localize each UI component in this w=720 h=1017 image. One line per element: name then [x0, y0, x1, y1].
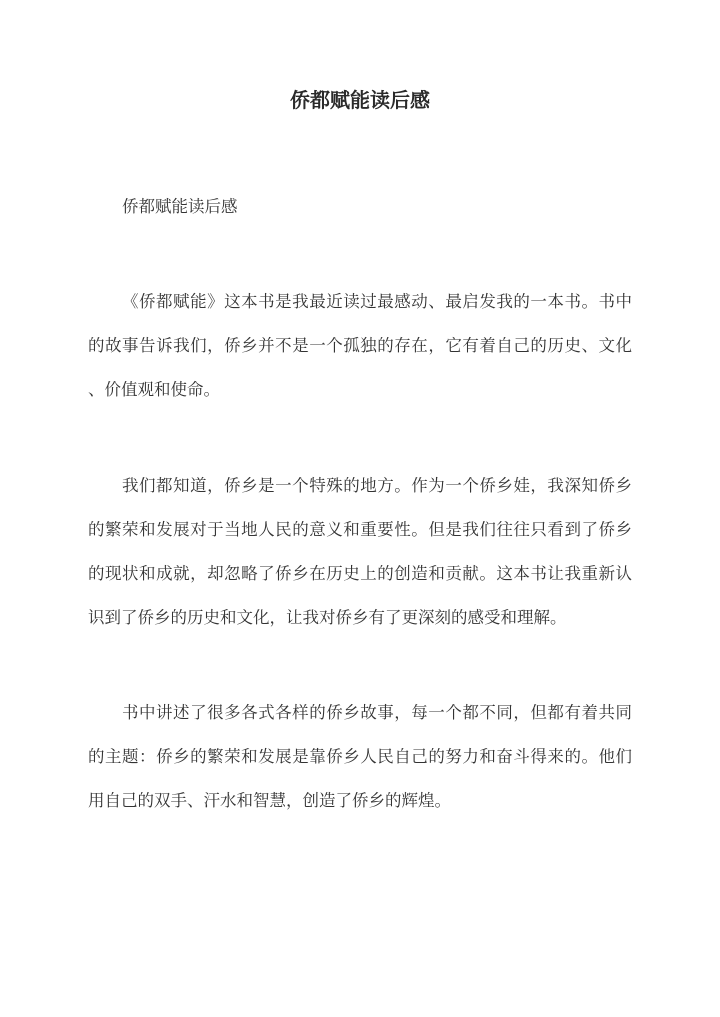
paragraph-line: 的繁荣和发展对于当地人民的意义和重要性。但是我们往往只看到了侨乡 — [88, 520, 632, 539]
paragraph-line: 的故事告诉我们，侨乡并不是一个孤独的存在，它有着自己的历史、文化 — [88, 336, 632, 355]
document-title: 侨都赋能读后感 — [290, 88, 430, 112]
document-subtitle: 侨都赋能读后感 — [122, 197, 238, 216]
paragraph-line: 的主题：侨乡的繁荣和发展是靠侨乡人民自己的努力和奋斗得来的。他们 — [88, 747, 632, 766]
paragraph-line: 《侨都赋能》这本书是我最近读过最感动、最启发我的一本书。书中 — [122, 292, 632, 311]
paragraph — [88, 280, 632, 412]
paragraph — [88, 691, 632, 823]
paragraph-line: 、价值观和使命。 — [88, 380, 220, 399]
paragraph-line: 我们都知道，侨乡是一个特殊的地方。作为一个侨乡娃，我深知侨乡 — [122, 476, 632, 495]
paragraph-line: 书中讲述了很多各式各样的侨乡故事，每一个都不同，但都有着共同 — [122, 703, 632, 722]
paragraph-line: 识到了侨乡的历史和文化，让我对侨乡有了更深刻的感受和理解。 — [88, 608, 567, 627]
paragraph — [88, 464, 632, 640]
paragraph-line: 用自己的双手、汗水和智慧，创造了侨乡的辉煌。 — [88, 791, 451, 810]
paragraph-line: 的现状和成就，却忽略了侨乡在历史上的创造和贡献。这本书让我重新认 — [88, 564, 632, 583]
document-subtitle-block — [88, 185, 632, 229]
